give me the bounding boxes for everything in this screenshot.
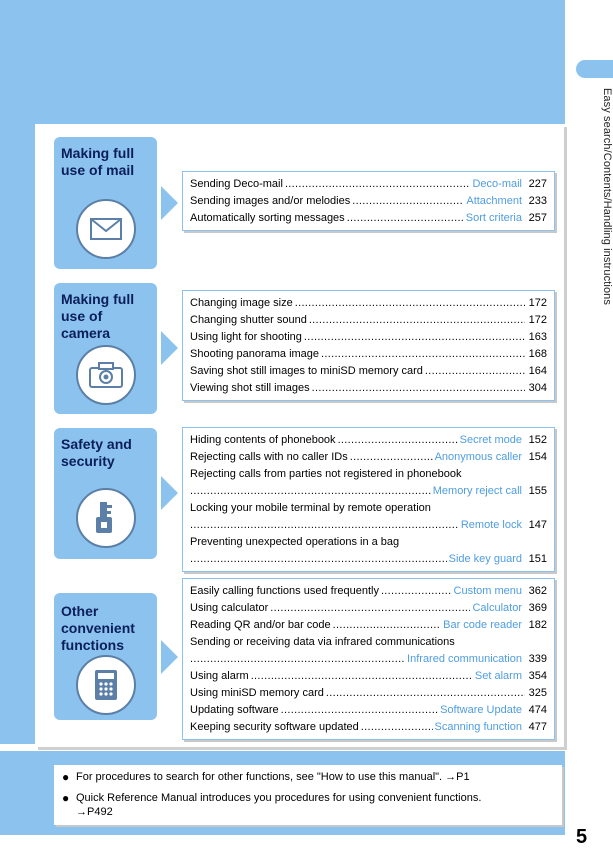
list-item[interactable]: Sending or receiving data via infrared communications ..... Infrared communication 339 <box>190 634 547 668</box>
list-item[interactable]: Shooting panorama image ..... 168 <box>190 346 547 363</box>
list-item[interactable]: Saving shot still images to miniSD memory card ..... 164 <box>190 363 547 380</box>
category-title-other: Other convenient functions <box>61 603 135 653</box>
calculator-icon <box>76 655 136 715</box>
category-title-mail: Making full use of mail <box>61 145 135 178</box>
bottom-margin <box>0 835 613 868</box>
list-item[interactable]: Changing shutter sound ..... 172 <box>190 312 547 329</box>
arrow-mail <box>161 186 178 220</box>
section-tab <box>576 60 613 78</box>
list-item[interactable]: Viewing shot still images ..... 304 <box>190 380 547 397</box>
arrow-camera <box>161 331 178 365</box>
list-other <box>182 578 555 740</box>
list-item[interactable]: Sending images and/or melodies ..... Attachment 233 <box>190 193 547 210</box>
envelope-icon <box>76 199 136 259</box>
list-safety <box>182 427 555 572</box>
page-number: 5 <box>576 826 588 848</box>
list-item[interactable]: Using miniSD memory card ..... 325 <box>190 685 547 702</box>
left-margin-band <box>0 124 35 744</box>
list-item[interactable]: Rejecting calls with no caller IDs ..... Anonymous caller 154 <box>190 449 547 466</box>
list-item[interactable]: Updating software ..... Software Update 474 <box>190 702 547 719</box>
list-camera <box>182 290 555 401</box>
notes-box <box>54 765 562 825</box>
list-item[interactable]: Preventing unexpected operations in a bag ..... Side key guard 151 <box>190 534 547 568</box>
list-mail <box>182 171 555 231</box>
list-item[interactable]: Hiding contents of phonebook ..... Secret mode 152 <box>190 432 547 449</box>
category-card-safety <box>54 428 157 559</box>
category-card-camera <box>54 283 157 414</box>
note-item: ● Quick Reference Manual introduces you procedures for using convenient functions. →P492 <box>62 791 482 818</box>
list-item[interactable]: Easily calling functions used frequently ..... Custom menu 362 <box>190 583 547 600</box>
header-band <box>0 0 613 124</box>
list-item[interactable]: Using alarm ..... Set alarm 354 <box>190 668 547 685</box>
list-item[interactable]: Changing image size ..... 172 <box>190 295 547 312</box>
category-card-other <box>54 593 157 720</box>
camera-icon <box>76 345 136 405</box>
category-title-camera: Making full use of camera <box>61 291 135 341</box>
list-item[interactable]: Reading QR and/or bar code ..... Bar code reader 182 <box>190 617 547 634</box>
list-item[interactable]: Rejecting calls from parties not registered in phonebook ..... Memory reject call 155 <box>190 466 547 500</box>
category-card-mail <box>54 137 157 269</box>
arrow-safety <box>161 476 178 510</box>
section-tab-label: Easy search/Contents/Handling instructions <box>601 88 613 305</box>
list-item[interactable]: Locking your mobile terminal by remote operation ..... Remote lock 147 <box>190 500 547 534</box>
note-item: ● For procedures to search for other functions, see "How to use this manual". →P1 <box>62 770 470 784</box>
list-item[interactable]: Using light for shooting ..... 163 <box>190 329 547 346</box>
list-item[interactable]: Automatically sorting messages ..... Sort criteria 257 <box>190 210 547 227</box>
category-title-safety: Safety and security <box>61 436 132 469</box>
arrow-other <box>161 640 178 674</box>
list-item[interactable]: Keeping security software updated ..... Scanning function 477 <box>190 719 547 736</box>
list-item[interactable]: Sending Deco-mail ..... Deco-mail 227 <box>190 176 547 193</box>
bullet-icon: ● <box>62 770 70 784</box>
bullet-icon: ● <box>62 791 70 805</box>
key-icon <box>76 488 136 548</box>
list-item[interactable]: Using calculator ..... Calculator 369 <box>190 600 547 617</box>
